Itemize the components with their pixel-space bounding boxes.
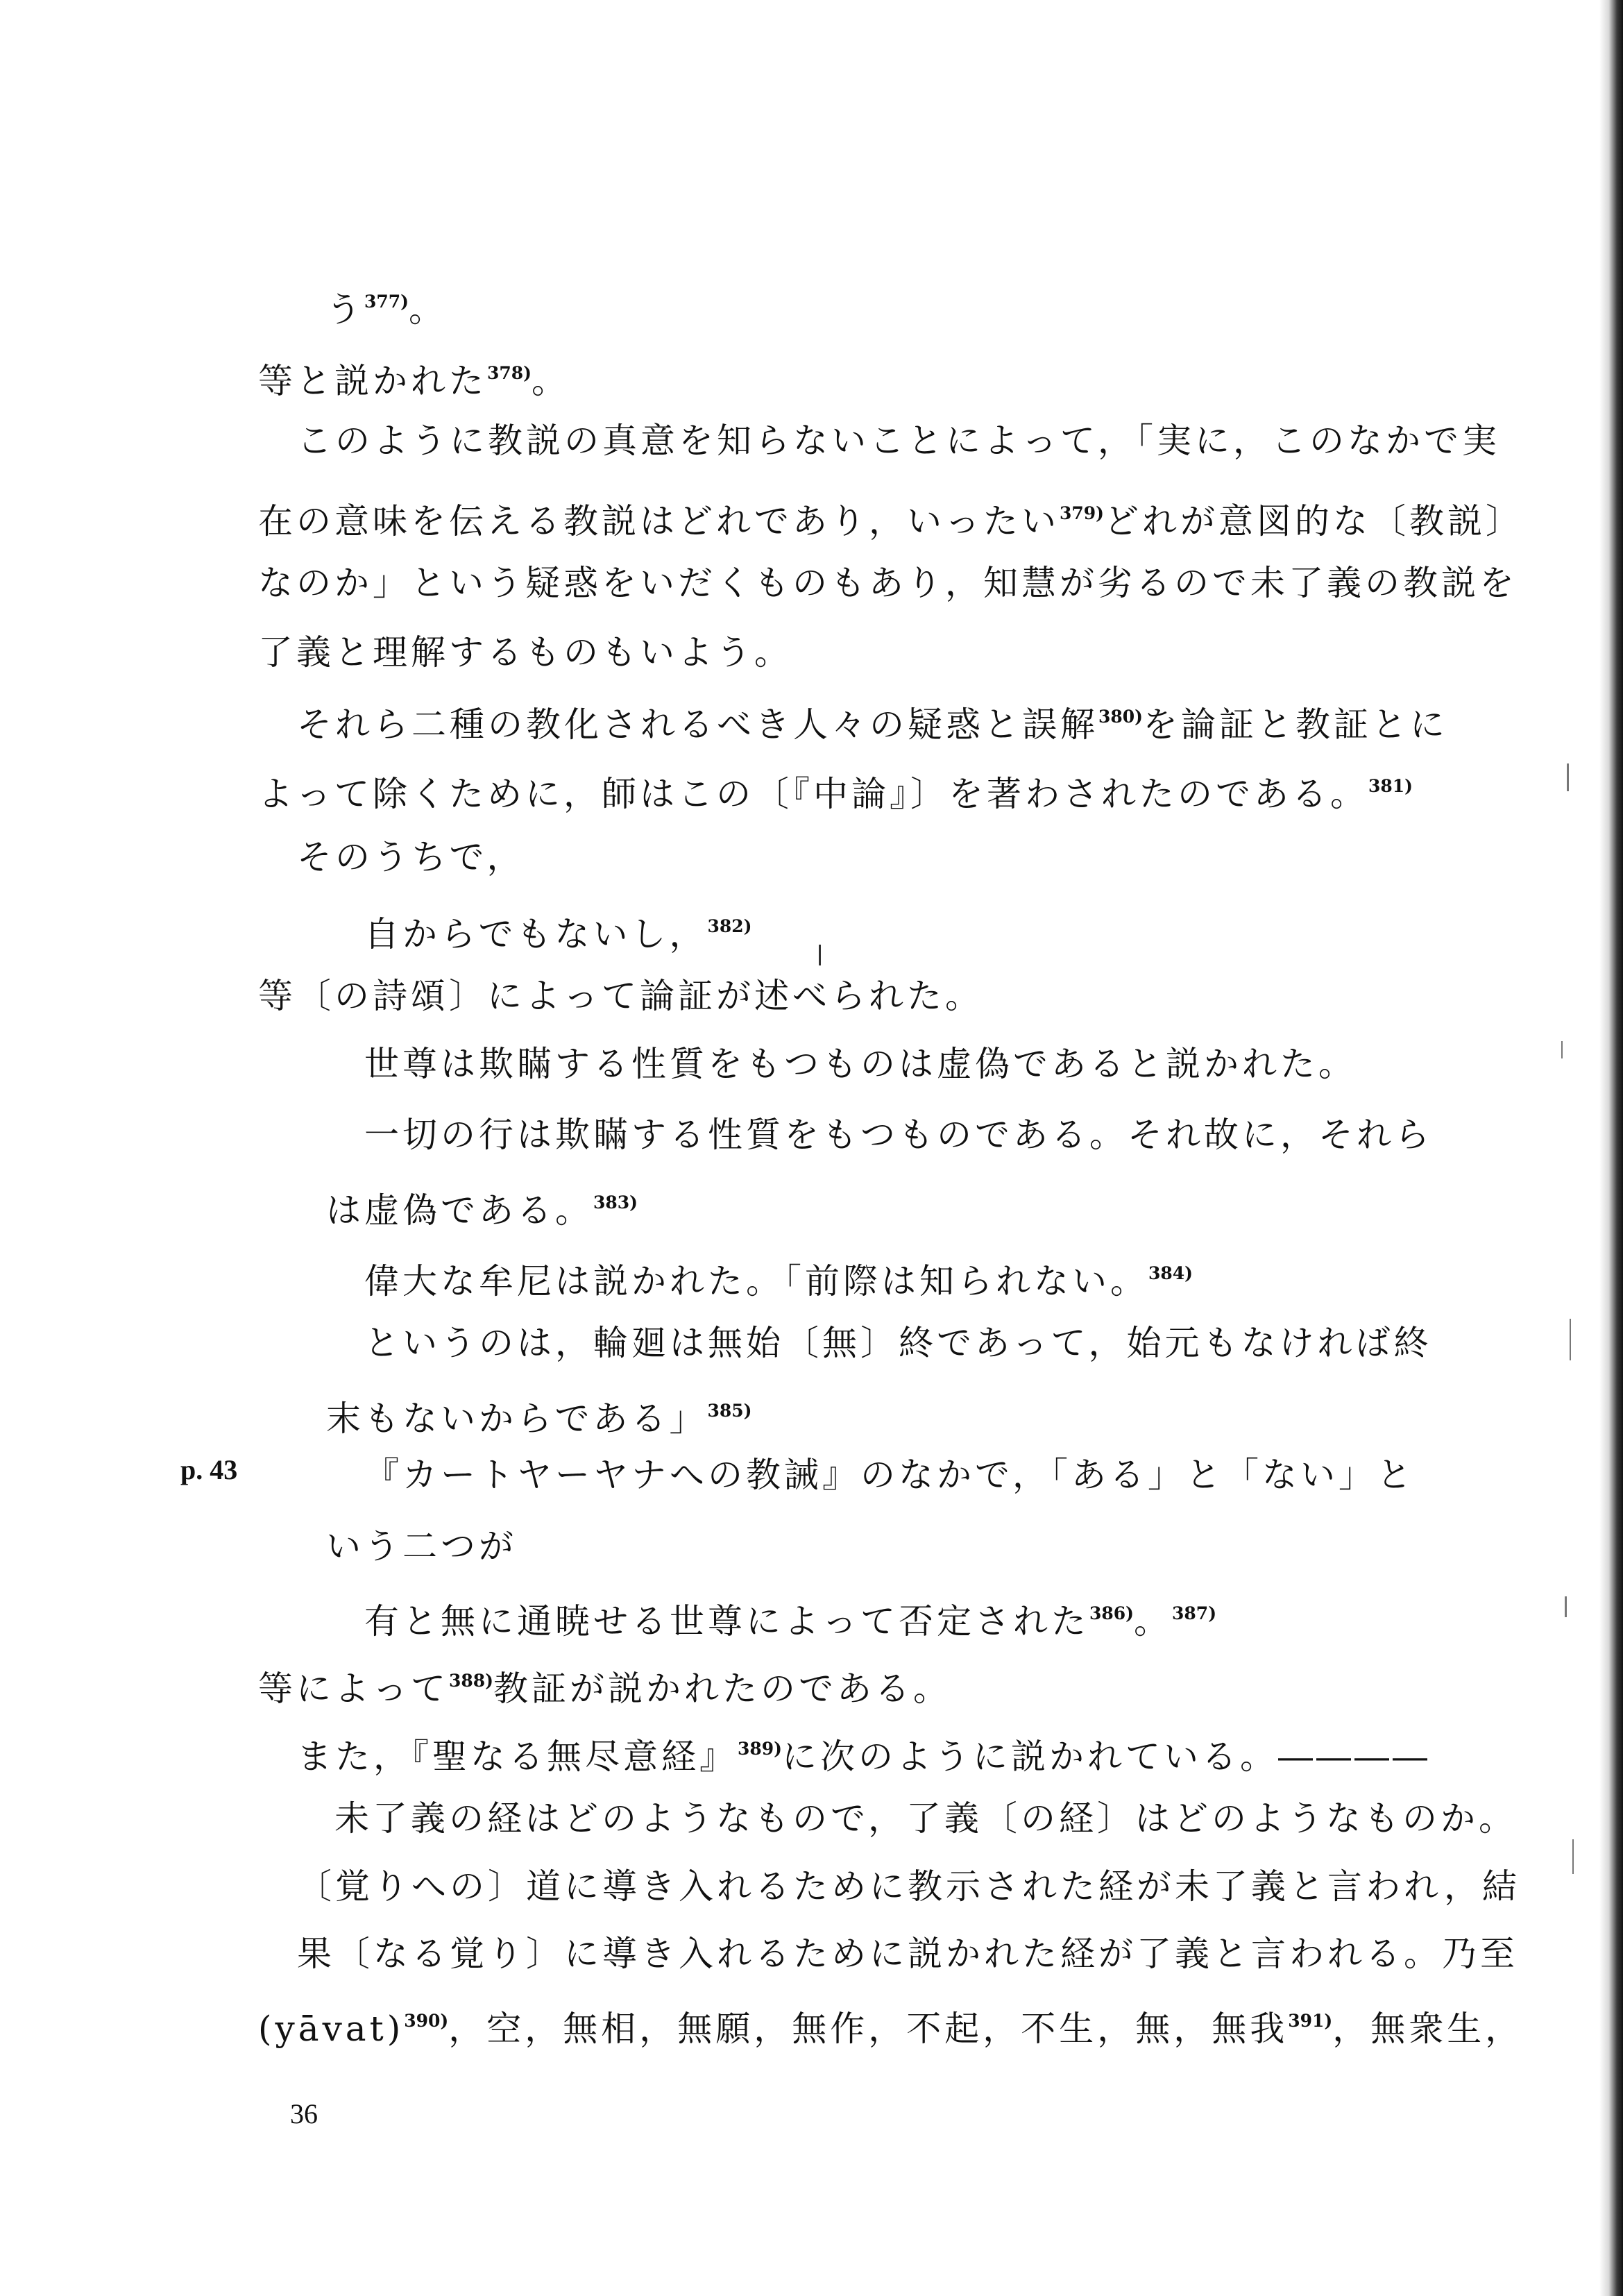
- text-line: [326, 1526, 517, 1567]
- text-line: [297, 1933, 1518, 1975]
- text-line: [258, 2000, 1523, 2050]
- text-line: [364, 1253, 1193, 1302]
- text-run: 自からでもないし，: [364, 914, 708, 954]
- text-run: う: [326, 289, 364, 330]
- text-run: (yāvat): [258, 2009, 405, 2049]
- text-run: そのうちで，: [297, 837, 525, 877]
- text-line: [258, 975, 983, 1017]
- text-line: [297, 420, 1500, 462]
- text-line: [297, 696, 1448, 745]
- text-line: [364, 1114, 1433, 1156]
- text-run: に次のように説かれている。――――: [782, 1737, 1431, 1777]
- footnote-marker: 380): [1098, 707, 1144, 727]
- text-cursor-mark: [819, 945, 821, 965]
- text-run: 等と説かれた: [258, 361, 487, 401]
- footnote-marker: 386): [1089, 1603, 1135, 1623]
- text-line: [297, 836, 525, 878]
- footnote-marker: 391): [1288, 2011, 1333, 2031]
- footnote-marker: 390): [404, 2011, 449, 2031]
- text-line: [297, 1728, 1431, 1778]
- text-run: 果〔なる覚り〕に導き入れるために説かれた経が了義と言われる。乃至: [297, 1934, 1518, 1974]
- scan-speck: [1570, 1319, 1571, 1360]
- text-line: [258, 493, 1524, 542]
- scan-speck: [1567, 763, 1569, 791]
- text-run: ，空，無相，無願，無作，不起，不生，無，無我: [448, 2009, 1289, 2049]
- text-run: それら二種の教化されるべき人々の疑惑と誤解: [297, 704, 1098, 745]
- text-run: 。: [1134, 1601, 1173, 1641]
- text-line: [258, 766, 1413, 815]
- footnote-marker: 383): [593, 1192, 638, 1213]
- text-run: 一切の行は欺瞞する性質をもつものである。それ故に，それら: [364, 1115, 1433, 1155]
- text-run: 在の意味を伝える教説はどれであり，いったい: [258, 501, 1060, 541]
- footnote-marker: 379): [1060, 503, 1105, 523]
- scan-speck: [1561, 1041, 1563, 1058]
- text-run: ，無衆生，: [1332, 2009, 1524, 2049]
- footnote-marker: 384): [1148, 1263, 1193, 1283]
- text-line: [258, 562, 1518, 604]
- text-line: [326, 1182, 638, 1231]
- text-line: [364, 1593, 1216, 1642]
- footnote-marker: 387): [1172, 1603, 1217, 1623]
- text-line: [258, 1660, 951, 1710]
- text-line: [258, 353, 570, 402]
- scan-shadow-edge: [1599, 0, 1623, 2296]
- text-line: [364, 1322, 1432, 1364]
- text-run: なのか」という疑惑をいだくものもあり，知慧が劣るので未了義の教説を: [258, 563, 1518, 603]
- text-run: 。: [409, 289, 448, 330]
- text-line: [364, 1454, 1415, 1496]
- text-run: 『カートヤーヤナへの教誡』のなかで，「ある」と「ない」と: [364, 1455, 1415, 1495]
- text-run: 。: [532, 361, 570, 401]
- text-run: 等〔の詩頌〕によって論証が述べられた。: [258, 976, 983, 1016]
- text-line: [364, 1043, 1357, 1085]
- footnote-marker: 388): [449, 1671, 494, 1691]
- margin-page-reference: p. 43: [180, 1454, 238, 1485]
- text-run: 等によって: [258, 1669, 449, 1709]
- footnote-marker: 385): [707, 1401, 752, 1421]
- page-number: 36: [290, 2098, 318, 2129]
- text-run: また，『聖なる無尽意経』: [297, 1737, 738, 1777]
- text-line: [326, 1390, 752, 1440]
- text-run: 未了義の経はどのようなもので，了義〔の経〕はどのようなものか。: [334, 1798, 1517, 1839]
- text-run: どれが意図的な〔教説〕: [1104, 501, 1524, 541]
- footnote-marker: 377): [364, 292, 409, 312]
- text-run: というのは，輪廻は無始〔無〕終であって，始元もなければ終: [364, 1323, 1432, 1363]
- footnote-marker: 378): [487, 363, 532, 383]
- footnote-marker: 382): [707, 916, 752, 936]
- scan-speck: [1572, 1839, 1574, 1874]
- text-run: を論証と教証とに: [1143, 704, 1449, 745]
- text-line: [326, 281, 447, 330]
- text-run: 了義と理解するものもいよう。: [258, 632, 792, 673]
- text-run: 世尊は欺瞞する性質をもつものは虚偽であると説かれた。: [364, 1044, 1357, 1084]
- text-run: このように教説の真意を知らないことによって，「実に，このなかで実: [297, 421, 1500, 461]
- footnote-marker: 389): [738, 1739, 783, 1759]
- text-line: [258, 632, 792, 673]
- scan-speck: [1565, 1596, 1567, 1617]
- text-run: 有と無に通暁せる世尊によって否定された: [364, 1601, 1089, 1641]
- text-line: [334, 1798, 1517, 1839]
- footnote-marker: 381): [1368, 776, 1413, 796]
- text-run: 末もないからである」: [326, 1399, 708, 1439]
- text-run: よって除くために，師はこの〔『中論』〕を著わされたのである。: [258, 774, 1368, 814]
- text-run: は虚偽である。: [326, 1190, 593, 1231]
- text-run: 偉大な牟尼は説かれた。「前際は知られない。: [364, 1261, 1148, 1301]
- text-line: [297, 1866, 1520, 1907]
- text-run: 〔覚りへの〕道に導き入れるために教示された経が未了義と言われ，結: [297, 1866, 1520, 1907]
- text-line: [364, 906, 752, 955]
- text-run: いう二つが: [326, 1526, 517, 1567]
- text-run: 教証が説かれたのである。: [493, 1669, 952, 1709]
